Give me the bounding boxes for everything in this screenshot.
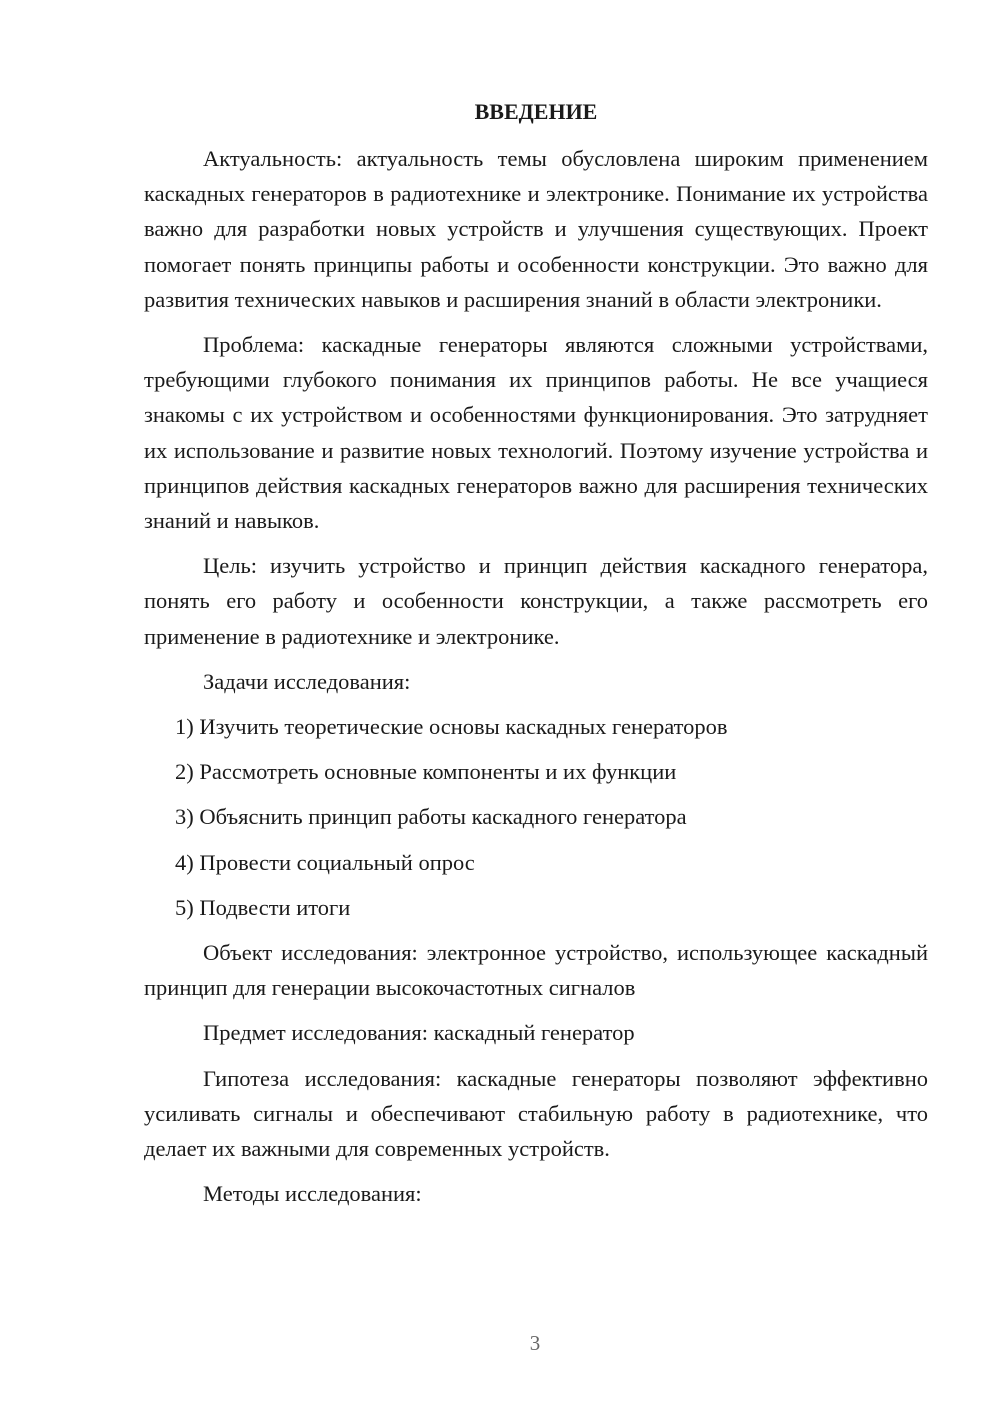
list-item: 3) Объяснить принцип работы каскадного генератора: [175, 804, 687, 830]
subject-paragraph: Предмет исследования: каскадный генератор: [203, 1020, 635, 1046]
section-title: ВВЕДЕНИЕ: [474, 99, 598, 124]
tasks-list: [144, 709, 928, 925]
list-item: 2) Рассмотреть основные компоненты и их функции: [175, 759, 677, 785]
goal-paragraph: Цель: изучить устройство и принцип действия каскадного генератора, понять его работу и особенности конструкции, а также рассмотреть его применение в радиотехнике и электронике.: [144, 553, 928, 649]
list-item: 5) Подвести итоги: [175, 894, 351, 920]
relevance-paragraph: Актуальность: актуальность темы обусловлена широким применением каскадных генераторов в радиотехнике и электронике. Понимание их устройства важно для разработки новых устройств и улучшения существующих. Проект помогает понять принципы работы и особенности конструкции. Это важно для развития технических навыков и расширения знаний в области электроники.: [144, 146, 928, 312]
object-paragraph: Объект исследования: электронное устройство, использующее каскадный принцип для генерации высокочастотных сигналов: [144, 940, 928, 1001]
list-item: 1) Изучить теоретические основы каскадных генераторов: [175, 714, 728, 740]
list-item: 4) Провести социальный опрос: [175, 849, 475, 875]
problem-paragraph: Проблема: каскадные генераторы являются сложными устройствами, требующими глубокого понимания их принципов работы. Не все учащиеся знакомы с их устройством и особенностями функционирования. Это затрудняет их использование и развитие новых технологий. Поэтому изучение устройства и принципов действия каскадных генераторов важно для расширения технических знаний и навыков.: [144, 332, 928, 534]
hypothesis-paragraph: Гипотеза исследования: каскадные генераторы позволяют эффективно усиливать сигналы и обеспечивают стабильную работу в радиотехнике, что делает их важными для современных устройств.: [144, 1065, 928, 1162]
page-number: 3: [529, 1331, 541, 1355]
methods-heading: Методы исследования:: [203, 1181, 422, 1207]
page-content: [144, 94, 928, 1221]
tasks-heading: Задачи исследования:: [203, 668, 411, 694]
